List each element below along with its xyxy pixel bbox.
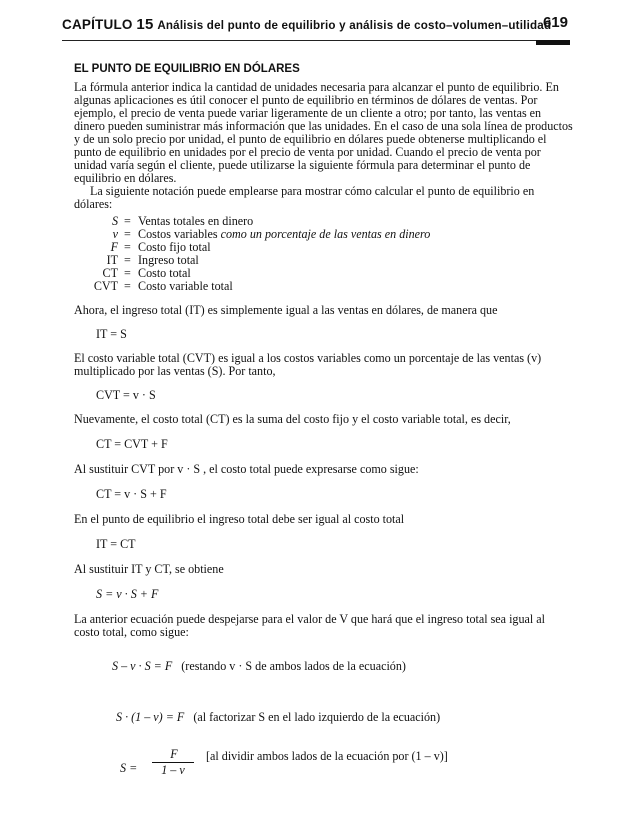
equation-note: (al factorizar S en el lado izquierdo de la ecuación) <box>193 710 441 724</box>
equation: IT = CT <box>96 537 136 551</box>
notation-desc-italic: como un porcentaje de las ventas en dinero <box>220 227 431 241</box>
notation-desc: Ingreso total <box>138 253 199 267</box>
paragraph: Nuevamente, el costo total (CT) es la suma del costo fijo y el costo variable total, es decir, <box>74 412 511 426</box>
equation: CT = v · S + F <box>96 487 167 501</box>
paragraph-line: La anterior ecuación puede despejarse para el valor de V que hará que el ingreso total sea igual al <box>74 612 546 626</box>
notation-symbol: CT <box>102 266 118 280</box>
header-rule-block <box>536 40 570 45</box>
notation-equals: = <box>124 279 131 293</box>
equation: CT = CVT + F <box>96 437 168 451</box>
intro-line: equilibrio en dólares. <box>74 171 177 185</box>
equation-step <box>116 711 440 723</box>
intro-line: y de un solo precio por unidad, el punto de equilibrio en dólares puede obtenerse multiplicando el <box>74 132 547 146</box>
notation-desc: Costo variable total <box>138 279 233 293</box>
notation-symbol: S <box>111 214 118 228</box>
paragraph: En el punto de equilibrio el ingreso total debe ser igual al costo total <box>74 512 405 526</box>
fraction-denominator: 1 – v <box>161 763 185 777</box>
notation-equals: = <box>124 266 131 280</box>
paragraph-line: El costo variable total (CVT) es igual a los costos variables como un porcentaje de las ventas (v) <box>74 351 542 365</box>
intro-line: ejemplo, el precio de venta puede variar ligeramente de un cliente a otro; por tanto, las ventas en <box>74 106 542 120</box>
equation-note: (restando v · S de ambos lados de la ecuación) <box>181 659 406 673</box>
intro-line: unidad varía según el cliente, puede utilizarse la siguiente fórmula para determinar el punto de <box>74 158 531 172</box>
chapter-number: 15 <box>136 16 154 33</box>
notation-desc <box>138 228 430 240</box>
paragraph-line: multiplicado por las ventas (S). Por tanto, <box>74 364 276 378</box>
notation-intro-line: dólares: <box>74 197 113 211</box>
intro-line: dinero pueden suministrar más información que las unidades. En el caso de una sola línea de productos <box>74 119 573 133</box>
notation-equals: = <box>124 253 131 267</box>
chapter-word: CAPÍTULO <box>62 17 133 32</box>
notation-desc-text: Costos variables <box>138 227 221 241</box>
notation-symbol: v <box>112 227 118 241</box>
chapter-title: Análisis del punto de equilibrio y análisis de costo–volumen–utilidad <box>157 19 552 32</box>
section-title: EL PUNTO DE EQUILIBRIO EN DÓLARES <box>74 63 300 75</box>
paragraph: Al sustituir CVT por v · S , el costo total puede expresarse como sigue: <box>74 462 419 476</box>
equation-expr: S · (1 – v) = F <box>116 710 185 724</box>
page-number: 619 <box>542 14 568 31</box>
fraction-numerator: F <box>170 747 178 761</box>
fraction-equation <box>114 748 638 788</box>
notation-symbol: CVT <box>93 279 118 293</box>
paragraph: Ahora, el ingreso total (IT) es simplemente igual a las ventas en dólares, de manera que <box>74 303 498 317</box>
equation-note: [al dividir ambos lados de la ecuación por (1 – v)] <box>206 749 448 763</box>
header-rule <box>62 40 536 41</box>
notation-desc: Costo fijo total <box>138 240 211 254</box>
intro-line: punto de equilibrio en unidades por el precio de venta por unidad. Cuando el precio de venta por <box>74 145 541 159</box>
equation-expr: S – v · S = F <box>112 659 173 673</box>
notation-symbol: F <box>110 240 118 254</box>
running-header <box>62 14 570 36</box>
chapter-label <box>62 16 551 33</box>
notation-equals: = <box>124 227 131 241</box>
paragraph-line: costo total, como sigue: <box>74 625 189 639</box>
paragraph: Al sustituir IT y CT, se obtiene <box>74 562 224 576</box>
equation: CVT = v · S <box>96 388 156 402</box>
notation-intro-line: La siguiente notación puede emplearse para mostrar cómo calcular el punto de equilibrio en <box>90 184 535 198</box>
equation: S = v · S + F <box>96 587 159 601</box>
equation: IT = S <box>96 327 127 341</box>
notation-desc: Costo total <box>138 266 191 280</box>
notation-desc: Ventas totales en dinero <box>138 214 254 228</box>
notation-equals: = <box>124 240 131 254</box>
notation-row <box>86 280 486 293</box>
notation-symbol: IT <box>106 253 118 267</box>
intro-line: La fórmula anterior indica la cantidad de unidades necesaria para alcanzar el punto de equilibrio. En <box>74 80 559 94</box>
fraction-lhs: S = <box>120 761 138 775</box>
intro-line: algunas aplicaciones es útil conocer el punto de equilibrio en términos de dólares de ventas. Por <box>74 93 538 107</box>
notation-equals: = <box>124 214 131 228</box>
equation-step <box>112 660 406 672</box>
